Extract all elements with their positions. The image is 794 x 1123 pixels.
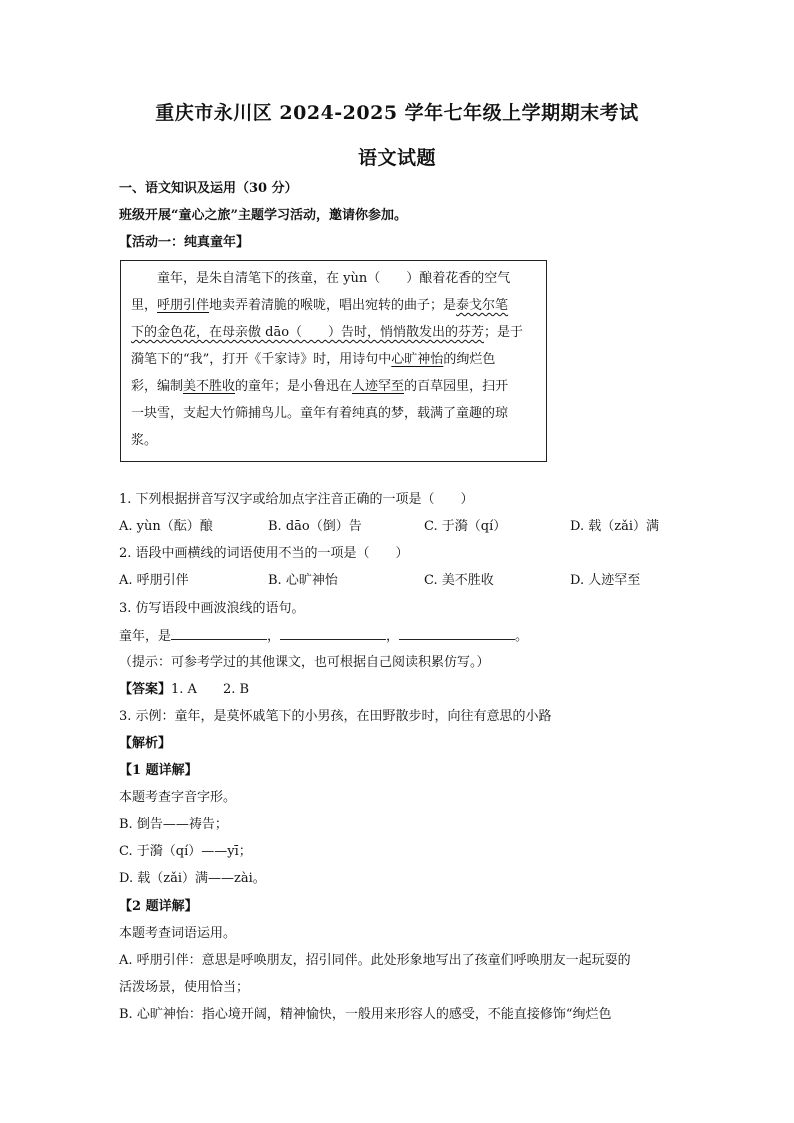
q2-stem: 2. 语段中画横线的词语使用不当的一项是（ ） — [119, 546, 409, 561]
q3-stem: 3. 仿写语段中画波浪线的语句。 — [119, 601, 305, 616]
analysis-q1-b: B. 倒告——祷告； — [119, 817, 228, 832]
q2-option-c: C. 美不胜收 — [424, 573, 494, 588]
analysis-heading: 【解析】 — [119, 736, 172, 751]
passage-line-2: 里，呼朋引伴地卖弄着清脆的喉咙，唱出宛转的曲子；是泰戈尔笔 — [131, 298, 509, 313]
passage-line-1: 童年，是朱自清笔下的孩童，在 yùn（ ）酿着花香的空气 — [157, 271, 511, 286]
analysis-q2-a-line2: 活泼场景，使用恰当； — [119, 980, 250, 995]
analysis-q1-c: C. 于漪（qí）——yī； — [119, 844, 252, 859]
passage-box — [120, 260, 547, 462]
q1-option-b: B. dāo（倒）告 — [268, 519, 362, 534]
wavy-phrase: 下的金色花，在母亲傲 dāo（ ）告时，悄悄散发出的芬芳 — [131, 325, 485, 340]
answer-blank-3[interactable] — [399, 627, 515, 640]
answer-blank-2[interactable] — [280, 627, 386, 640]
q1-option-a: A. yùn（酝）酿 — [119, 519, 213, 534]
q3-hint: （提示：可参考学过的其他课文，也可根据自己阅读积累仿写。） — [119, 655, 490, 670]
section-intro: 班级开展“童心之旅”主题学习活动，邀请你参加。 — [119, 208, 407, 223]
analysis-q1-heading: 【1 题详解】 — [119, 763, 198, 778]
analysis-q2-text: 本题考查词语运用。 — [119, 926, 237, 941]
analysis-q2-b-line1: B. 心旷神怡：指心境开阔，精神愉快，一般用来形容人的感受，不能直接修饰“绚烂色 — [119, 1007, 612, 1022]
q1-option-c: C. 于漪（qí） — [424, 519, 507, 534]
underlined-phrase: 心旷神怡 — [391, 352, 444, 367]
underlined-phrase: 人迹罕至 — [352, 379, 405, 394]
activity-heading: 【活动一：纯真童年】 — [119, 235, 250, 250]
exam-subtitle: 语文试题 — [357, 147, 436, 169]
wavy-phrase: 泰戈尔笔 — [456, 298, 509, 313]
answer-blank-1[interactable] — [171, 627, 267, 640]
analysis-q2-a-line1: A. 呼朋引伴：意思是呼唤朋友，招引同伴。此处形象地写出了孩童们呼唤朋友一起玩耍的 — [119, 953, 631, 968]
analysis-q1-text: 本题考查字音字形。 — [119, 790, 237, 805]
section-heading: 一、语文知识及运用（30 分） — [119, 181, 298, 196]
underlined-phrase: 呼朋引伴 — [157, 298, 210, 313]
analysis-q2-heading: 【2 题详解】 — [119, 899, 198, 914]
passage-line-4: 漪笔下的“我”，打开《千家诗》时，用诗句中心旷神怡的绚烂色 — [131, 352, 496, 367]
underlined-phrase: 美不胜收 — [183, 379, 236, 394]
analysis-q1-d: D. 载（zǎi）满——zài。 — [119, 871, 266, 886]
answer-3: 3. 示例：童年，是莫怀戚笔下的小男孩，在田野散步时，向往有意思的小路 — [119, 709, 552, 724]
q3-fill-line: 童年，是 ， ， 。 — [119, 629, 529, 644]
passage-line-6: 一块雪，支起大竹筛捕鸟儿。童年有着纯真的梦，载满了童趣的琼 — [131, 406, 509, 421]
answer-line: 【答案】1. A 2. B — [119, 682, 250, 697]
q2-option-d: D. 人迹罕至 — [570, 573, 641, 588]
exam-title: 重庆市永川区 2024-2025 学年七年级上学期期末考试 — [155, 102, 639, 124]
q2-option-a: A. 呼朋引伴 — [119, 573, 189, 588]
q1-option-d: D. 载（zǎi）满 — [570, 519, 659, 534]
passage-line-5: 彩，编制美不胜收的童年；是小鲁迅在人迹罕至的百草园里，扫开 — [131, 379, 509, 394]
q2-option-b: B. 心旷神怡 — [268, 573, 338, 588]
passage-line-3: 下的金色花，在母亲傲 dāo（ ）告时，悄悄散发出的芬芳；是于 — [131, 325, 524, 340]
passage-line-7: 浆。 — [131, 433, 158, 448]
q1-stem: 1. 下列根据拼音写汉字或给加点字注音正确的一项是（ ） — [119, 492, 474, 507]
